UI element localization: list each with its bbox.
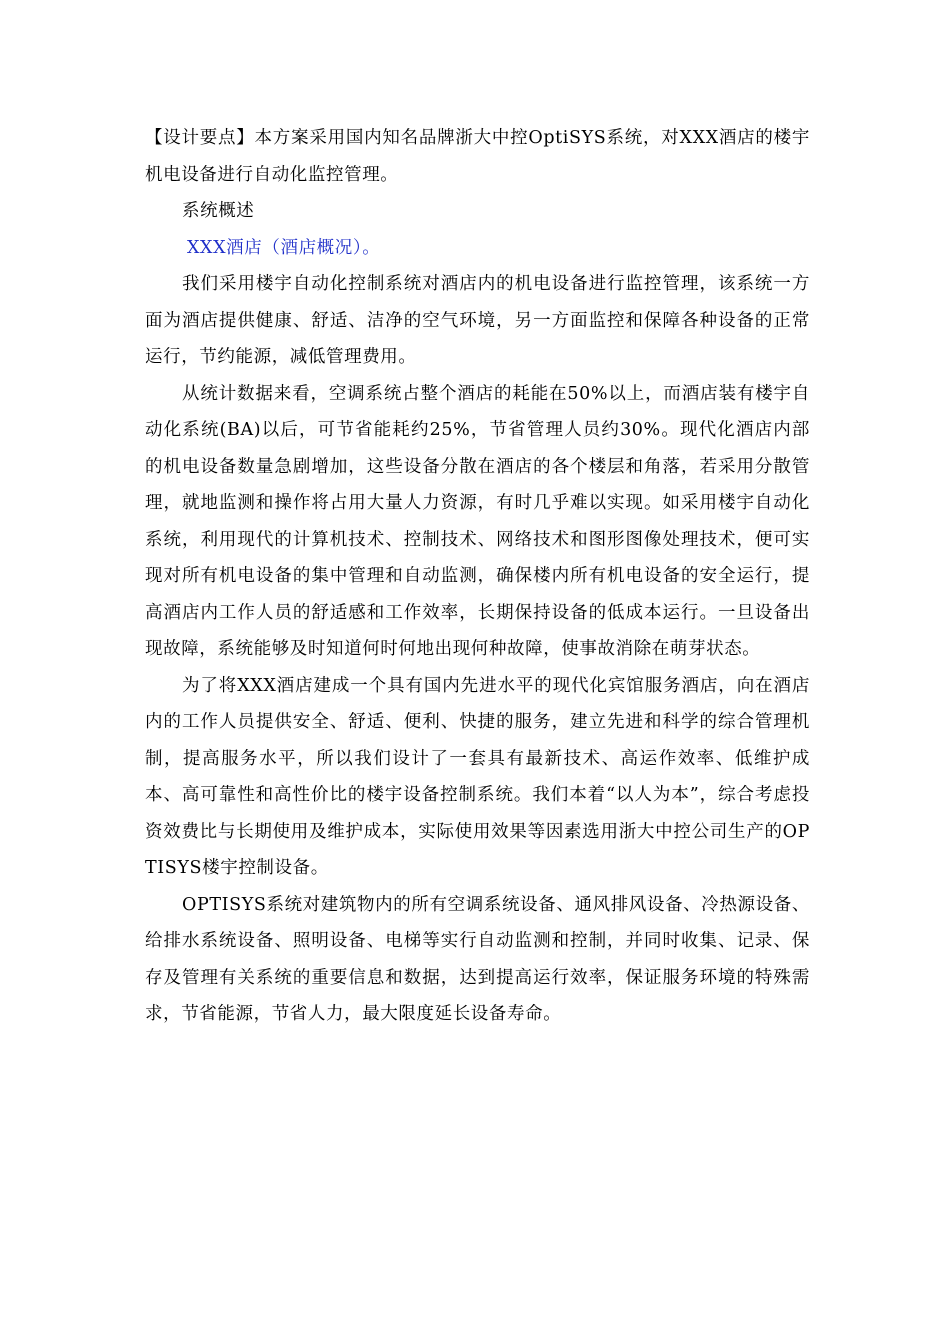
body-paragraph-2: 从统计数据来看，空调系统占整个酒店的耗能在50%以上，而酒店装有楼宇自动化系统(BA)以后，可节省能耗约25%，节省管理人员约30%。现代化酒店内部的机电设备数量急剧增加，这些设备分散在酒店的各个楼层和角落，若采用分散管理，就地监测和操作将占用大量人力资源，有时几乎难以实现。如采用楼宇自动化系统，利用现代的计算机技术、控制技术、网络技术和图形图像处理技术，便可实现对所有机电设备的集中管理和自动监测，确保楼内所有机电设备的安全运行，提高酒店内工作人员的舒适感和工作效率，长期保持设备的低成本运行。一旦设备出现故障，系统能够及时知道何时何地出现何种故障，使事故消除在萌芽状态。: [145, 383, 810, 659]
hotel-overview-link[interactable]: XXX酒店（酒店概况）。: [187, 237, 381, 258]
body-paragraph-4: OPTISYS系统对建筑物内的所有空调系统设备、通风排风设备、冷热源设备、给排水系统设备、照明设备、电梯等实行自动监测和控制，并同时收集、记录、保存及管理有关系统的重要信息和数据，达到提高运行效率，保证服务环境的特殊需求，节省能源，节省人力，最大限度延长设备寿命。: [145, 894, 810, 1024]
document-body: [145, 120, 810, 1033]
design-points-paragraph: 【设计要点】本方案采用国内知名品牌浙大中控OptiSYS系统，对XXX酒店的楼宇机电设备进行自动化监控管理。: [145, 128, 810, 185]
section-heading-system-overview: 系统概述: [182, 201, 255, 221]
body-paragraph-1: 我们采用楼宇自动化控制系统对酒店内的机电设备进行监控管理，该系统一方面为酒店提供健康、舒适、洁净的空气环境，另一方面监控和保障各种设备的正常运行，节约能源，减低管理费用。: [145, 274, 810, 367]
body-paragraph-3: 为了将XXX酒店建成一个具有国内先进水平的现代化宾馆服务酒店，向在酒店内的工作人员提供安全、舒适、便利、快捷的服务，建立先进和科学的综合管理机制，提高服务水平，所以我们设计了一套具有最新技术、高运作效率、低维护成本、高可靠性和高性价比的楼宇设备控制系统。我们本着“以人为本”，综合考虑投资效费比与长期使用及维护成本，实际使用效果等因素选用浙大中控公司生产的OPTISYS楼宇控制设备。: [145, 675, 810, 878]
